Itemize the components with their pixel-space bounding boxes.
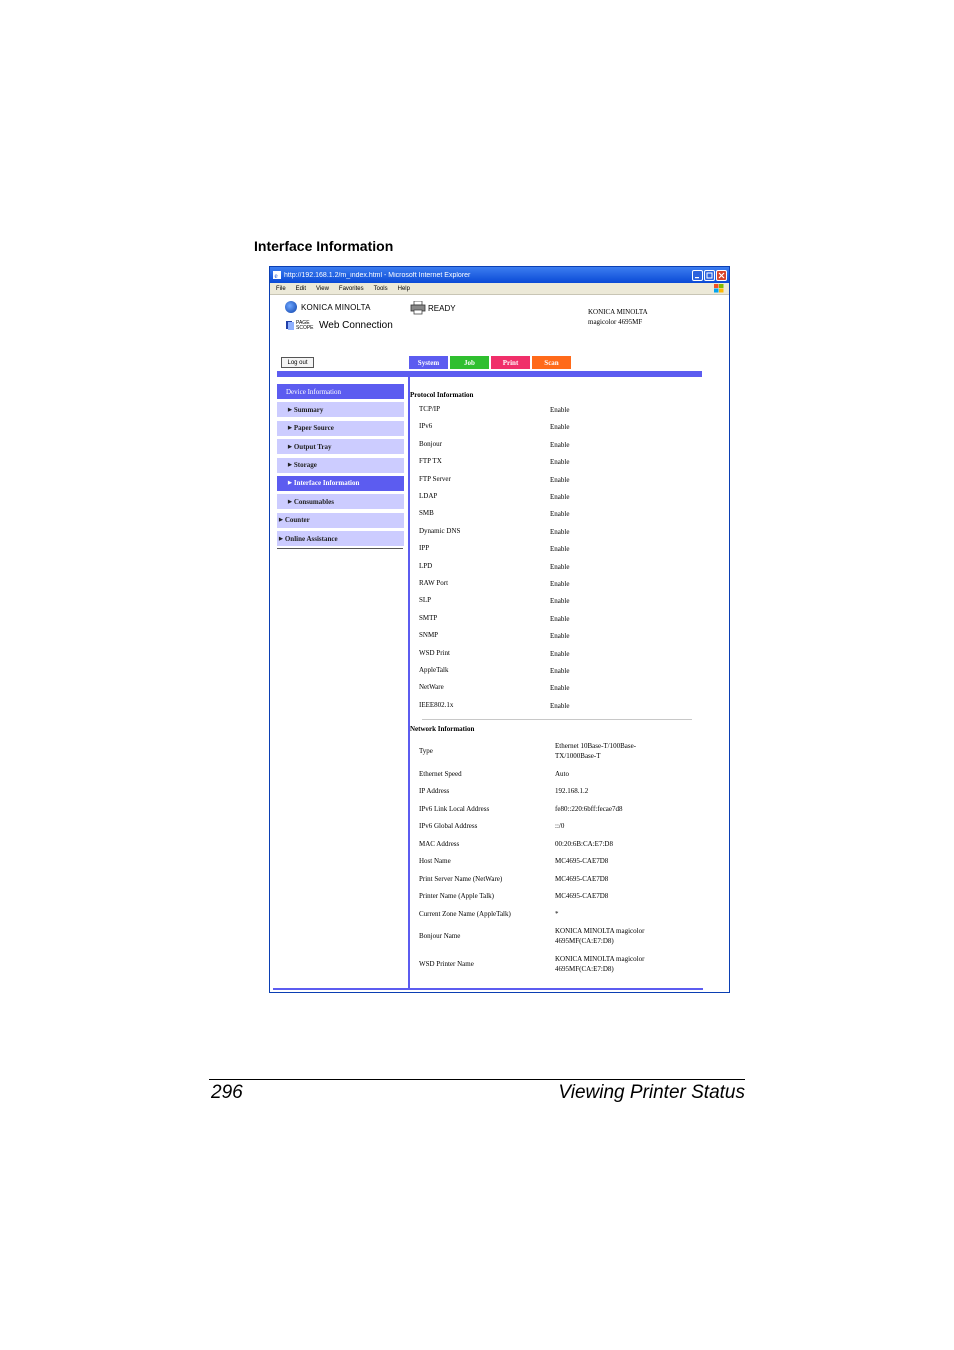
protocol-value: Enable [550, 458, 570, 467]
sidebar-item-storage[interactable] [277, 458, 404, 473]
pagescope-word-1: PAGE [296, 319, 310, 326]
sidebar-item-label: Consumables [293, 497, 334, 506]
arrow-right-icon: ▶ [288, 407, 292, 413]
arrow-right-icon: ▶ [288, 481, 292, 487]
menu-favorites[interactable]: Favorites [338, 285, 364, 292]
arrow-right-icon: ▶ [288, 463, 292, 469]
network-name: MAC Address [419, 840, 460, 848]
table-row [419, 457, 699, 467]
internet-explorer-icon [273, 271, 281, 279]
sidebar-nav [277, 384, 404, 549]
table-row [419, 874, 699, 884]
tab-job[interactable]: Job [450, 356, 489, 369]
minimize-button[interactable] [692, 270, 703, 281]
tab-scan[interactable]: Scan [532, 356, 571, 369]
sidebar-item-output-tray[interactable] [277, 439, 404, 454]
sidebar-item-label: Paper Source [293, 424, 334, 433]
table-row [419, 631, 699, 641]
pagescope-logo [286, 320, 393, 331]
network-value: * [555, 910, 559, 918]
network-value: MC4695-CAE7D8 [555, 892, 609, 900]
table-row [419, 683, 699, 693]
protocol-name: AppleTalk [419, 666, 449, 674]
network-value: Auto [555, 770, 569, 778]
close-icon [718, 272, 725, 279]
header-divider-bar [277, 371, 702, 377]
network-name: Ethernet Speed [419, 770, 462, 778]
sidebar-item-summary[interactable] [277, 402, 404, 417]
table-row [419, 405, 699, 415]
main-tabs [409, 356, 571, 369]
status-text: READY [428, 303, 456, 313]
protocol-value: Enable [550, 649, 570, 658]
sidebar-item-counter[interactable] [277, 513, 404, 528]
sidebar-item-label: Online Assistance [284, 534, 338, 543]
protocol-name: SLP [419, 596, 432, 605]
table-row [419, 786, 699, 796]
window-title: http://192.168.1.2/m_index.html - Microsoft Internet Explorer [284, 271, 471, 279]
protocol-value: Enable [550, 614, 570, 623]
protocol-value: Enable [550, 545, 570, 554]
network-value: MC4695-CAE7D8 [555, 857, 609, 865]
network-value: fe80::220:6bff:fecae7d8 [555, 805, 623, 813]
table-row [419, 614, 699, 624]
protocol-value: Enable [550, 684, 570, 693]
table-row [419, 804, 699, 814]
table-row [419, 741, 699, 761]
section-heading: Interface Information [254, 238, 394, 254]
protocol-value: Enable [550, 562, 570, 571]
network-value: KONICA MINOLTA magicolor 4695MF(CA:E7:D8) [555, 927, 645, 945]
printer-icon [410, 301, 426, 315]
menu-bar [270, 283, 729, 295]
logout-button[interactable]: Log out [281, 357, 314, 368]
sidebar-item-label: Counter [284, 516, 310, 525]
sidebar-item-label: Interface Information [293, 479, 360, 488]
protocol-value: Enable [550, 701, 570, 710]
protocol-name: WSD Print [419, 648, 450, 657]
product-name: Web Connection [319, 320, 393, 331]
protocol-value: Enable [550, 440, 570, 449]
table-row [419, 544, 699, 554]
protocol-value: Enable [550, 597, 570, 606]
network-name: IP Address [419, 787, 450, 795]
table-row [419, 666, 699, 676]
table-row [419, 596, 699, 606]
minimize-icon [694, 272, 701, 279]
svg-text:e: e [274, 272, 278, 279]
protocol-value: Enable [550, 632, 570, 641]
network-section-title: Network Information [410, 725, 475, 733]
network-name: Print Server Name (NetWare) [419, 875, 503, 883]
maximize-icon [706, 272, 713, 279]
protocol-name: IPv6 [419, 422, 433, 431]
protocol-name: Bonjour [419, 439, 442, 448]
globe-icon [285, 301, 297, 313]
protocol-name: SMTP [419, 613, 438, 622]
footer-rule [209, 1079, 745, 1080]
table-row [419, 954, 699, 974]
sidebar-divider [277, 548, 403, 549]
network-name: Printer Name (Apple Talk) [419, 892, 494, 900]
menu-tools[interactable]: Tools [373, 285, 388, 292]
protocol-name: SNMP [419, 631, 439, 640]
page-number: 296 [211, 1082, 243, 1103]
content-separator [408, 377, 410, 988]
protocol-value: Enable [550, 493, 570, 501]
tab-print[interactable]: Print [491, 356, 530, 369]
protocol-name: LPD [419, 561, 433, 570]
table-row [419, 839, 699, 849]
protocol-value: Enable [550, 527, 570, 536]
network-value: KONICA MINOLTA magicolor 4695MF(CA:E7:D8) [555, 955, 645, 973]
maximize-button[interactable] [704, 270, 715, 281]
footer-title: Viewing Printer Status [558, 1082, 745, 1103]
brand-name: KONICA MINOLTA [301, 302, 371, 312]
network-name: WSD Printer Name [419, 960, 474, 968]
network-name: IPv6 Global Address [419, 822, 478, 830]
table-row [419, 649, 699, 659]
network-name: Host Name [419, 857, 451, 865]
pagescope-icon [286, 321, 294, 330]
menu-view[interactable]: View [316, 285, 329, 292]
menu-file[interactable]: File [276, 285, 286, 292]
protocol-name: IPP [419, 544, 430, 553]
protocol-name: Dynamic DNS [419, 526, 461, 535]
protocol-name: LDAP [419, 492, 438, 500]
arrow-right-icon: ▶ [288, 444, 292, 450]
arrow-right-icon: ▶ [288, 499, 292, 505]
protocol-name: RAW Port [419, 579, 449, 587]
network-name: Bonjour Name [419, 932, 461, 940]
network-value: 00:20:6B:CA:E7:D8 [555, 840, 613, 848]
tab-system[interactable]: System [409, 356, 448, 369]
table-row [419, 926, 699, 946]
table-row [419, 422, 699, 432]
protocol-value: Enable [550, 667, 570, 675]
protocol-value: Enable [550, 406, 570, 414]
arrow-right-icon: ▶ [288, 426, 292, 432]
network-value: Ethernet 10Base-T/100Base-TX/1000Base-T [555, 742, 637, 760]
sidebar-item-label: Output Tray [293, 442, 332, 451]
protocol-name: FTP Server [419, 474, 451, 483]
sidebar-item-paper-source[interactable] [277, 421, 404, 436]
arrow-right-icon: ▶ [279, 518, 283, 524]
network-value: 192.168.1.2 [555, 787, 589, 795]
sidebar-item-interface-information[interactable] [277, 476, 404, 491]
sidebar-heading[interactable]: Device Information [277, 384, 404, 399]
model-info [588, 307, 648, 327]
konica-minolta-logo [285, 301, 371, 313]
table-row [419, 579, 699, 589]
protocol-value: Enable [550, 510, 570, 519]
table-row [419, 769, 699, 779]
table-row [419, 492, 699, 502]
browser-window [269, 266, 730, 993]
model-line-1: KONICA MINOLTA [588, 308, 648, 316]
menu-edit[interactable]: Edit [295, 285, 307, 292]
protocol-name: SMB [419, 509, 434, 518]
section-divider [422, 719, 692, 720]
network-value: ::/0 [555, 822, 565, 830]
protocol-name: NetWare [419, 683, 444, 692]
table-row [419, 821, 699, 831]
network-value: MC4695-CAE7D8 [555, 875, 609, 883]
table-row [419, 856, 699, 866]
pagescope-word-2: SCOPE [296, 324, 314, 331]
menu-help[interactable]: Help [397, 285, 410, 292]
protocol-name: FTP TX [419, 457, 442, 466]
page-bottom-border [273, 988, 703, 990]
table-row [419, 909, 699, 919]
network-name: Current Zone Name (AppleTalk) [419, 910, 511, 918]
protocol-value: Enable [550, 423, 570, 432]
table-row [419, 475, 699, 485]
table-row [419, 440, 699, 450]
network-name: IPv6 Link Local Address [419, 805, 490, 813]
sidebar-item-label: Storage [293, 461, 317, 470]
table-row [419, 527, 699, 537]
protocol-value: Enable [550, 475, 570, 484]
sidebar-item-label: Summary [293, 405, 324, 414]
sidebar-item-online-assistance[interactable] [277, 531, 404, 546]
close-button[interactable] [716, 270, 727, 281]
device-status [410, 301, 456, 315]
table-row [419, 701, 699, 711]
protocol-value: Enable [550, 580, 570, 588]
sidebar-item-consumables[interactable] [277, 494, 404, 509]
windows-logo-icon [714, 284, 724, 293]
protocol-name: IEEE802.1x [419, 700, 454, 709]
arrow-right-icon: ▶ [279, 536, 283, 542]
network-name: Type [419, 747, 433, 755]
protocol-section-title: Protocol Information [410, 391, 474, 399]
protocol-name: TCP/IP [419, 405, 441, 413]
model-line-2: magicolor 4695MF [588, 318, 643, 326]
title-bar[interactable] [270, 267, 729, 283]
table-row [419, 891, 699, 901]
table-row [419, 509, 699, 519]
table-row [419, 562, 699, 572]
